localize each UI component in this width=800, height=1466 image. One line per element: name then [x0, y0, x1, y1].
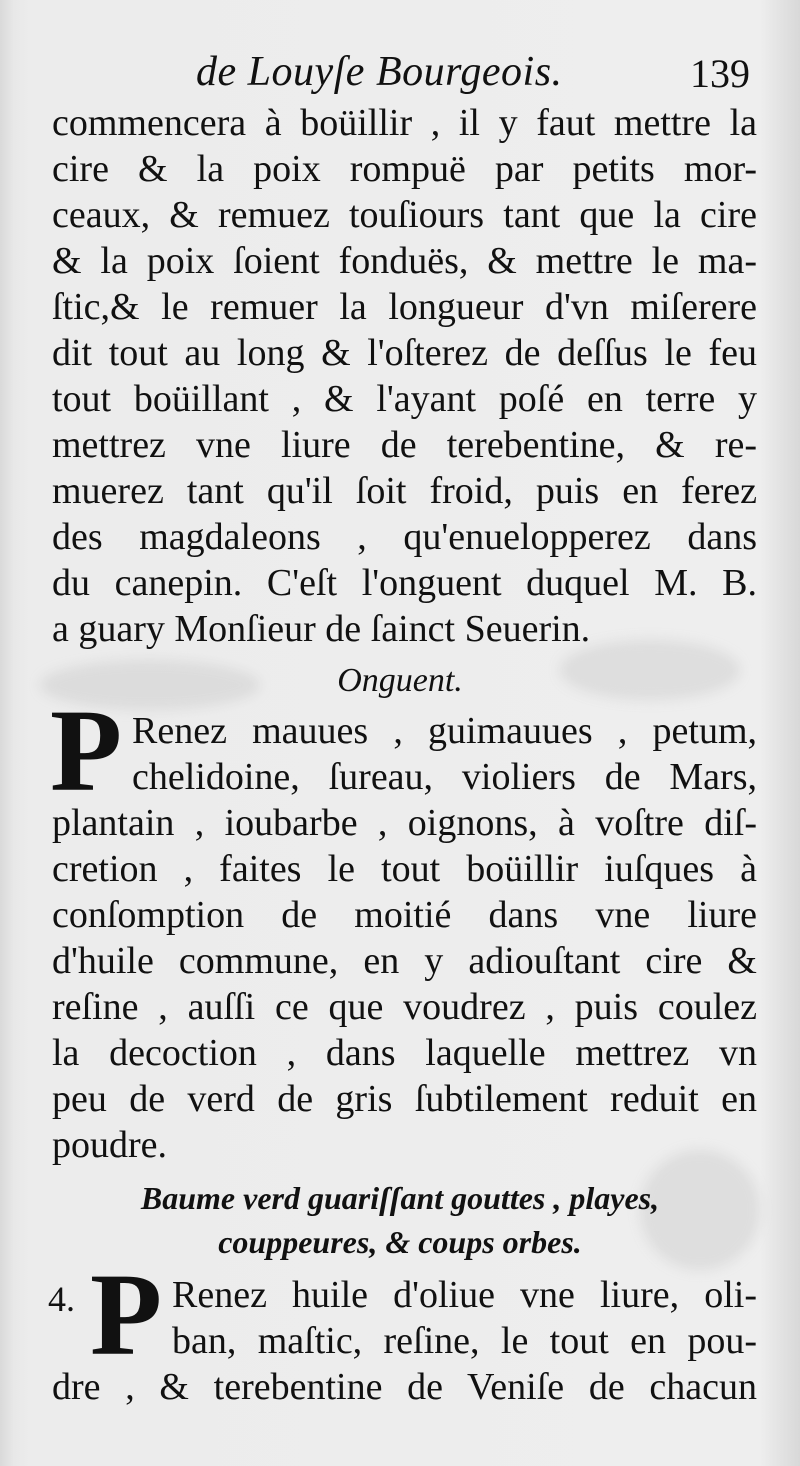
text-line: cretion , faites le tout boüillir iuſques à — [52, 848, 757, 890]
running-title: de Louyſe Bourgeois. — [196, 49, 563, 95]
text-line: poudre. — [52, 1124, 168, 1166]
text-line: commencera à boüillir , il y faut mettre la — [52, 102, 757, 144]
text-line: ceaux, & remuez touſiours tant que la cire — [52, 194, 757, 236]
page-number: 139 — [690, 51, 750, 96]
text-line: dre , & terebentine de Veniſe de chacun — [52, 1366, 757, 1408]
text-line: Renez mauues , guimauues , petum, — [132, 710, 757, 752]
text-line: ſtic,& le remuer la longueur d'vn miſerere — [52, 286, 757, 328]
text-line: ban, maſtic, reſine, le tout en pou- — [172, 1320, 757, 1362]
text-line: peu de verd de gris ſubtilement reduit en — [52, 1078, 757, 1120]
text-line: des magdaleons , qu'enuelopperez dans — [52, 516, 757, 558]
text-line: reſine , auſſi ce que voudrez , puis coulez — [52, 986, 757, 1028]
text-line: a guary Monſieur de ſainct Seuerin. — [52, 608, 591, 650]
text-line: la decoction , dans laquelle mettrez vn — [52, 1032, 757, 1074]
text-line: du canepin. C'eſt l'onguent duquel M. B. — [52, 562, 757, 604]
text-line: d'huile commune, en y adiouſtant cire & — [52, 940, 757, 982]
text-line: & la poix ſoient fonduës, & mettre le ma- — [52, 240, 757, 282]
recipe-number: 4. — [48, 1279, 75, 1319]
section-heading-baume-line-1: Baume verd guariſſant gouttes , playes, — [140, 1180, 660, 1216]
drop-cap: P — [90, 1249, 163, 1380]
text-line: chelidoine, ſureau, violiers de Mars, — [132, 756, 757, 798]
text-line: cire & la poix rompuë par petits mor- — [52, 148, 757, 190]
section-heading-onguent: Onguent. — [337, 662, 463, 699]
text-line: dit tout au long & l'oſterez de deſſus le feu — [52, 332, 757, 374]
page-header — [0, 40, 800, 100]
section-1-text — [52, 100, 757, 652]
text-line: plantain , ioubarbe , oignons, à voſtre diſ- — [52, 802, 757, 844]
text-line: tout boüillant , & l'ayant poſé en terre y — [52, 378, 757, 420]
section-2-text — [52, 708, 757, 1168]
text-line: muerez tant qu'il ſoit froid, puis en ferez — [52, 470, 757, 512]
text-line: Renez huile d'oliue vne liure, oli- — [172, 1274, 757, 1316]
text-line: conſomption de moitié dans vne liure — [52, 894, 757, 936]
text-line: mettrez vne liure de terebentine, & re- — [52, 424, 757, 466]
section-3-text — [52, 1272, 757, 1410]
drop-cap: P — [50, 685, 123, 816]
section-heading-baume-line-2: couppeures, & coups orbes. — [218, 1224, 582, 1260]
